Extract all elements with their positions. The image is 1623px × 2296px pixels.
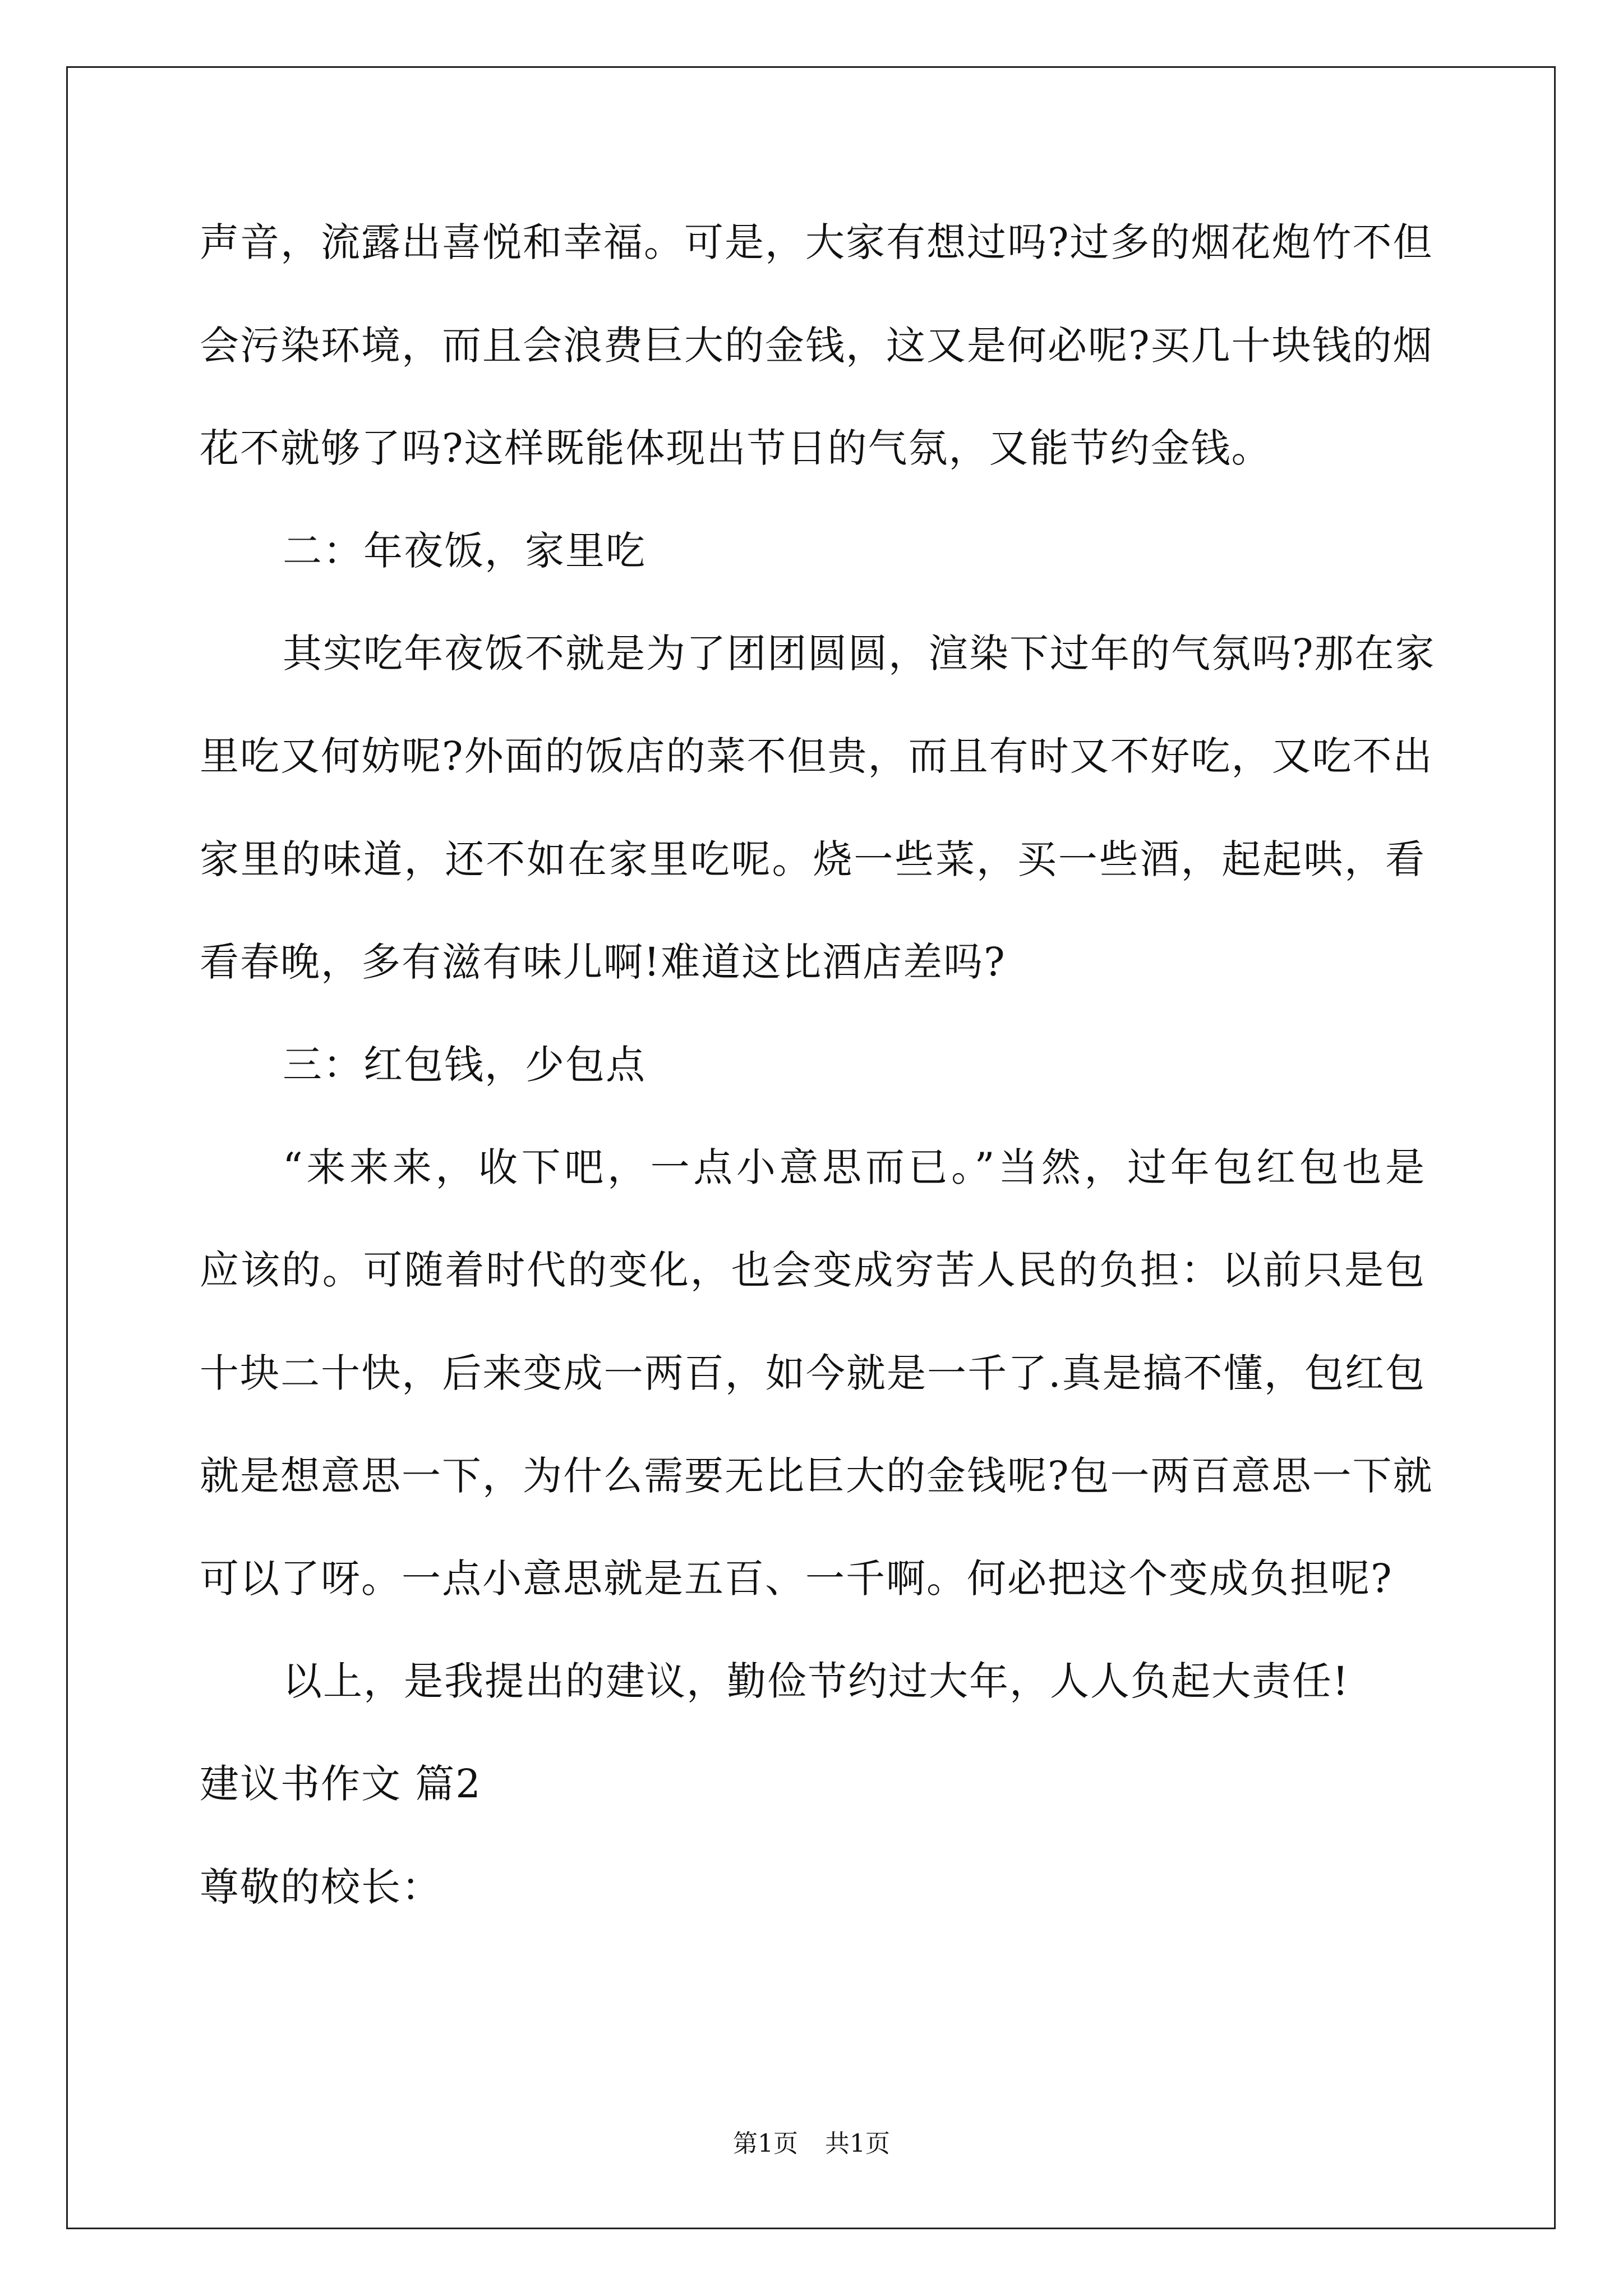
text-line: 以上，是我提出的建议，勤俭节约过大年，人人负起大责任! <box>283 1658 1350 1704</box>
section-heading: 三：红包钱，少包点 <box>283 1042 646 1088</box>
text-line: 看春晚，多有滋有味儿啊!难道这比酒店差吗? <box>200 939 1006 985</box>
text-line: 家里的味道，还不如在家里吃呢。烧一些菜，买一些酒，起起哄，看 <box>200 836 1426 882</box>
section-heading: 二：年夜饭，家里吃 <box>283 528 646 574</box>
text-line: 里吃又何妨呢?外面的饭店的菜不但贵，而且有时又不好吃，又吃不出 <box>200 733 1433 779</box>
text-line: 就是想意思一下，为什么需要无比巨大的金钱呢?包一两百意思一下就 <box>200 1453 1433 1499</box>
text-line: 其实吃年夜饭不就是为了团团圆圆，渲染下过年的气氛吗?那在家 <box>283 631 1436 677</box>
page-number: 第1页 <box>733 2129 798 2158</box>
text-line: 花不就够了吗?这样既能体现出节日的气氛，又能节约金钱。 <box>200 425 1272 471</box>
page-footer <box>0 2127 1623 2161</box>
text-line: “来来来，收下吧，一点小意思而已。”当然，过年包红包也是 <box>283 1144 1426 1190</box>
text-line: 可以了呀。一点小意思就是五百、一千啊。何必把这个变成负担呢? <box>200 1556 1393 1602</box>
text-line: 会污染环境，而且会浪费巨大的金钱，这又是何必呢?买几十块钱的烟 <box>200 323 1433 369</box>
text-line: 声音，流露出喜悦和幸福。可是，大家有想过吗?过多的烟花炮竹不但 <box>200 219 1433 265</box>
page-total: 共1页 <box>825 2129 890 2158</box>
salutation: 尊敬的校长： <box>200 1864 442 1910</box>
text-line: 应该的。可随着时代的变化，也会变成穷苦人民的负担：以前只是包 <box>200 1247 1426 1293</box>
text-line: 十块二十快，后来变成一两百，如今就是一千了.真是搞不懂，包红包 <box>200 1350 1426 1396</box>
article-title: 建议书作文 篇2 <box>200 1761 482 1807</box>
